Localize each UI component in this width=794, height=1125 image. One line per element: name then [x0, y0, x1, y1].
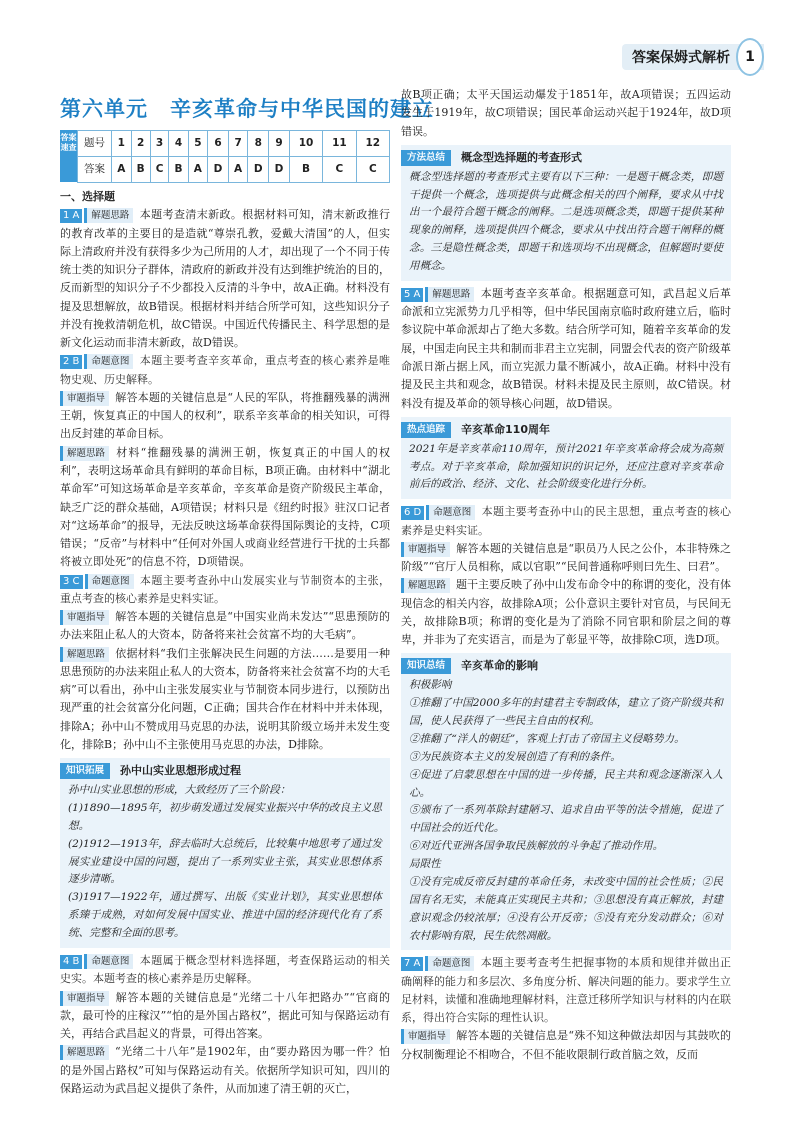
box-line: ⑤颁布了一系列革除封建陋习、追求自由平等的法令措施，促进了中国社会的近代化。 [409, 804, 723, 835]
question-badge: 5 A [401, 288, 423, 302]
question-number-cell: 3 [150, 131, 169, 157]
question-6 [401, 503, 731, 540]
box-title: 辛亥革命的影响 [461, 659, 539, 673]
question-1 [60, 206, 390, 352]
hot-topic-box [401, 417, 731, 500]
answer-cell: A [112, 157, 132, 183]
q6-guide-text: 解答本题的关键信息是“职员乃人民之公仆，本非特殊之阶级”“官厅人员相称，咸以官职”“民间普通称呼则曰先生、曰君”。 [401, 541, 731, 574]
box-line: ②推翻了“洋人的朝廷”，客观上打击了帝国主义侵略势力。 [409, 732, 685, 745]
box-line: ⑥对近代亚洲各国争取民族解放的斗争起了推动作用。 [409, 840, 664, 853]
box-title: 辛亥革命110周年 [461, 422, 550, 436]
q4-guide [60, 989, 390, 1044]
tag-label: 解题思路 [60, 647, 109, 662]
box-tag: 热点追踪 [401, 422, 451, 438]
box-title: 孙中山实业思想形成过程 [120, 764, 242, 778]
unit-title: 第六单元 辛亥革命与中华民国的建立 [60, 97, 434, 121]
box-line: (1)1890—1895年，初步萌发通过发展实业振兴中华的改良主义思想。 [68, 801, 382, 832]
question-number-cell: 12 [356, 131, 389, 157]
box-line: 局限性 [409, 858, 441, 871]
q6-guide [401, 540, 731, 577]
answer-cell: C [150, 157, 169, 183]
question-number-cell: 5 [188, 131, 208, 157]
tag-label: 命题意图 [425, 956, 474, 971]
page-number: 1 [736, 38, 764, 76]
question-number-cell: 2 [131, 131, 150, 157]
question-badge: 2 B [60, 355, 82, 369]
box-tag: 知识总结 [401, 658, 451, 674]
question-number-cell: 6 [208, 131, 229, 157]
tag-label: 审题指导 [60, 991, 109, 1006]
method-summary-box [401, 145, 731, 281]
q6-analysis-text: 题干主要反映了孙中山发布命令中的称谓的变化，没有体现信念的相关内容，故排除A项；公仆意识主要针对官员，与民间无关，故排除B项；称谓的变化是为了消除不同官职和阶层之间的尊卑，并非为了充实语言，而是为了彰显平等，故排除C项，选D项。 [401, 578, 732, 647]
tag-label: 审题指导 [60, 610, 109, 625]
tag-label: 命题意图 [84, 954, 133, 969]
answer-cell: B [131, 157, 150, 183]
question-4 [60, 952, 390, 989]
answer-table [77, 130, 390, 183]
question-badge: 7 A [401, 957, 423, 971]
tag-label: 命题意图 [84, 354, 133, 369]
answer-quick-check [60, 130, 390, 182]
tag-label: 审题指导 [401, 542, 450, 557]
question-number-cell: 10 [289, 131, 322, 157]
header-title: 答案保姆式解析 [632, 50, 730, 66]
box-text: 2021年是辛亥革命110周年，预计2021年辛亥革命将会成为高频考点。对于辛亥革命，除加强知识的识记外，还应注意对辛亥革命前后的政治、经济、文化、社会阶级变化进行分析。 [409, 442, 723, 491]
question-number-cell: 11 [323, 131, 356, 157]
header-title-tab [622, 44, 764, 70]
question-number-cell: 8 [248, 131, 269, 157]
question-number-cell: 4 [169, 131, 188, 157]
box-title: 概念型选择题的考查形式 [461, 150, 583, 164]
knowledge-extension-box [60, 758, 390, 948]
table-row [78, 157, 390, 183]
question-number-cell: 9 [269, 131, 290, 157]
box-line: (3)1917—1922年，通过撰写、出版《实业计划》，其实业思想体系臻于成熟，对如何发展中国实业、推进中国的经济现代化有了系统、完整和全面的思考。 [68, 891, 382, 940]
q3-analysis-text: 依据材料“我们主张解决民生问题的方法……是要用一种思患预防的办法来阻止私人的大资本，防备将来社会贫富不均的大毛病”可以看出，孙中山主张发展实业与节制资本同步进行，以预防出现严重的社会贫富分化问题，C正确；国共合作在材料中并未体现，排除A；孙中山不赞成用马克思的办法，说明其阶级立场并未发生变化，排除B；孙中山不主张使用马克思的办法，D排除。 [60, 646, 390, 751]
box-line: ①推翻了中国2000多年的封建君主专制政体，建立了资产阶级共和国，使人民获得了一些民主自由的权利。 [409, 697, 723, 728]
answer-side-label: 答案速查 [60, 130, 77, 182]
q2-guide-text: 解答本题的关键信息是“人民的军队，将推翻残暴的满洲王朝，恢复真正的中国人的权利”，联系辛亥革命的相关知识，可得出反封建的革命目标。 [60, 390, 390, 441]
question-badge: 3 C [60, 575, 83, 589]
answer-cell: C [323, 157, 356, 183]
q3-guide-text: 解答本题的关键信息是“中国实业尚未发达”“思患预防的办法来阻止私人的大资本，防备将来社会贫富不均的大毛病”。 [60, 610, 390, 642]
tag-label: 审题指导 [60, 391, 109, 406]
box-line: ③为民族资本主义的发展创造了有利的条件。 [409, 750, 621, 763]
q6-analysis [401, 576, 731, 649]
q4-analysis [60, 1043, 390, 1098]
q6-intent: 本题主要考查孙中山的民主思想，重点考查的核心素养是史料实证。 [401, 505, 731, 537]
box-tag: 方法总结 [401, 150, 451, 166]
question-5 [401, 285, 731, 413]
answer-cell: D [269, 157, 290, 183]
question-badge: 4 B [60, 955, 82, 969]
answer-cell: C [356, 157, 389, 183]
row-label-number: 题号 [78, 131, 112, 157]
q2-analysis [60, 444, 390, 572]
tag-label: 解题思路 [60, 446, 109, 461]
tag-label: 命题意图 [85, 574, 134, 589]
q4-continued: 故B项正确；太平天国运动爆发于1851年，故A项错误；五四运动发生于1919年，故C项错误；国民革命运动兴起于1924年，故D项错误。 [401, 88, 731, 138]
section-heading: 一、选择题 [60, 190, 115, 203]
tag-label: 解题思路 [425, 287, 474, 302]
answer-cell: A [228, 157, 248, 183]
answer-cell: A [188, 157, 208, 183]
q2-analysis-text: 材料“推翻残暴的满洲王朝，恢复真正的中国人的权利”，表明这场革命具有鲜明的革命目标，B项正确。由材料中“湖北革命军”可知这场革命是辛亥革命，辛亥革命是资产阶级民主革命，缺乏广泛的群众基础，A项错误；材料只是《纽约时报》驻汉口记者对“这场革命”的报导，无法反映这场革命获得国际舆论的支持，C项错误；“反帝”与材料中“任何对外国人或商业经营进行干扰的士兵都将被立即处死”的信息不符，D项错误。 [60, 445, 390, 569]
header-bar [0, 0, 794, 90]
question-7 [401, 954, 731, 1027]
q1-text: 本题考查清末新政。根据材料可知，清末新政推行的教育改革的主要目的是造就“尊崇孔教，爱戴大清国”的人，但实际上清政府并没有获得多少为己所用的人才，却出现了一个不同于传统士类的知识分子群体，清政府的新政并没有达到维护统治的目的，反而新型的知识分子不少都投入反清的斗争中，故A正确。材料没有提及思想解放，故B错误。根据材料并结合所学可知，这些知识分子并没有挽救清朝危机，故C错误。中国近代传播民主、科学思想的是新文化运动而非清末新政，故D错误。 [60, 208, 390, 350]
knowledge-summary-box [401, 653, 731, 950]
q3-guide [60, 608, 390, 645]
q7-guide-text: 解答本题的关键信息是“殊不知这种做法却因与其鼓吹的分权制衡理论不相吻合，不但不能收限制行政首脑之效，反而 [401, 1029, 731, 1061]
q3-intent: 本题主要考查孙中山发展实业与节制资本的主张，重点考查的核心素养是史料实证。 [60, 573, 390, 605]
right-column [401, 86, 731, 1064]
q7-intent: 本题主要考查考生把握事物的本质和规律并做出正确阐释的能力和多层次、多角度分析、解决问题的能力。要求学生立足材料，读懂和准确地理解材料，注意迁移所学知识与材料的内在联系，得出符合实际的理性认识。 [401, 956, 731, 1025]
tag-label: 审题指导 [401, 1029, 450, 1044]
question-2 [60, 352, 390, 389]
question-badge: 6 D [401, 506, 424, 520]
table-row [78, 131, 390, 157]
answer-cell: B [169, 157, 188, 183]
question-3 [60, 572, 390, 609]
answer-cell: B [289, 157, 322, 183]
q3-analysis [60, 645, 390, 755]
box-tag: 知识拓展 [60, 763, 110, 779]
answer-cell: D [208, 157, 229, 183]
q2-intent: 本题主要考查辛亥革命，重点考查的核心素养是唯物史观、历史解释。 [60, 354, 390, 386]
box-line: ④促进了启蒙思想在中国的进一步传播，民主共和观念逐渐深入人心。 [409, 768, 723, 799]
box-text: 概念型选择题的考查形式主要有以下三种：一是题干概念类，即题干提供一个概念，选项提供与此概念相关的四个阐释，要求从中找出一个最符合题干概念的阐释。二是选项概念类，即题干提供某种现象的阐释，选项提供四个概念，要求从中找出符合题干阐释的概念。三是隐性概念类，即题干和选项均不出现概念，但解题时要使用概念。 [409, 170, 723, 273]
q4-intent: 本题属于概念型材料选择题，考查保路运动的相关史实。本题考查的核心素养是历史解释。 [60, 953, 390, 986]
row-label-answer: 答案 [78, 157, 112, 183]
box-line: ①没有完成反帝反封建的革命任务，未改变中国的社会性质；②民国有名无实，未能真正实现民主共和；③思想没有真正解放，封建意识观念仍较浓厚；④没有公开反帝；⑤没有充分发动群众；⑥对农村影响有限，民生依然凋敝。 [409, 875, 723, 942]
box-line: 积极影响 [409, 679, 452, 692]
tag-label: 解题思路 [84, 208, 133, 223]
tag-label: 解题思路 [401, 578, 450, 593]
q4-guide-text: 解答本题的关键信息是“光绪二十八年把路办”“官商的款，最可怜的庄稼汉”“怕的是外国占路权”，据此可知与保路运动有关，再结合武昌起义的背景，可得出答案。 [60, 990, 390, 1041]
q2-guide [60, 389, 390, 444]
question-badge: 1 A [60, 209, 82, 223]
box-line: (2)1912—1913年，辞去临时大总统后，比较集中地思考了通过发展实业建设中国的问题，提出了一系列实业主张，其实业思想体系逐步清晰。 [68, 837, 382, 886]
q4-analysis-text: “光绪二十八年”是1902年，由“要办路因为哪一件？怕的是外国占路权”可知与保路运动有关。依据所学知识可知，四川的保路运动为武昌起义提供了条件，从而加速了清王朝的灭亡， [60, 1045, 390, 1095]
q7-guide [401, 1027, 731, 1064]
answer-cell: D [248, 157, 269, 183]
tag-label: 解题思路 [60, 1045, 109, 1060]
q5-text: 本题考查辛亥革命。根据题意可知，武昌起义后革命派和立宪派势力几乎相等，但中华民国南京临时政府建立后，临时参议院中革命派却占了绝大多数。结合所学可知，随着辛亥革命的发展，中国走向民主共和制而非君主立宪制，同盟会代表的资产阶级革命派日渐占据上风，而立宪派力量不断减小，故A正确。材料中没有提及民主共和观念，故B错误。材料未提及民主原则，故C错误。材料没有提及革命的领导核心问题，故D错误。 [401, 286, 731, 410]
box-line: 孙中山实业思想的形成，大致经历了三个阶段： [68, 784, 291, 797]
question-number-cell: 7 [228, 131, 248, 157]
tag-label: 命题意图 [426, 505, 475, 520]
question-number-cell: 1 [112, 131, 132, 157]
